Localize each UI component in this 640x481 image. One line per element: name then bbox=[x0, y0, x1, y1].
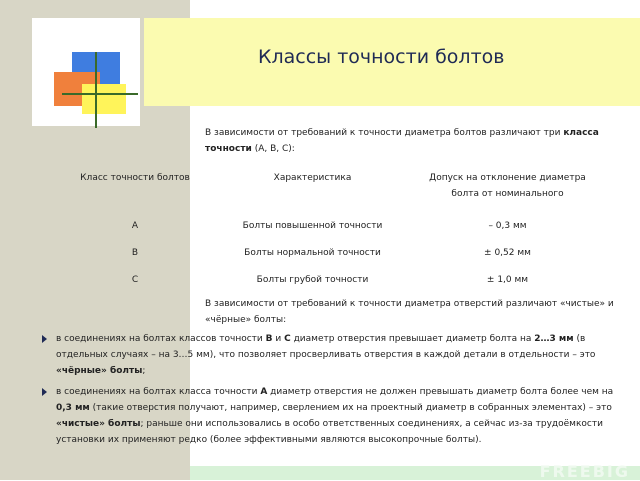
intro-part2: (А, В, С): bbox=[251, 144, 295, 154]
row-class: А bbox=[131, 221, 139, 231]
footer-watermark: FREEBIG bbox=[539, 462, 630, 481]
text: в соединениях на болтах классов точности bbox=[56, 334, 266, 344]
text: (такие отверстия получают, например, сверлением их на проектный диаметр в собранных элементах) – это bbox=[89, 403, 612, 413]
header-class: Класс точности болтов bbox=[80, 173, 190, 183]
intro-text bbox=[205, 125, 625, 157]
bold-text: 0,3 мм bbox=[56, 403, 90, 413]
row-class: В bbox=[131, 248, 139, 258]
table-header-row bbox=[60, 168, 600, 214]
decorative-logo bbox=[0, 0, 190, 140]
bold-text: 2…3 мм bbox=[534, 334, 574, 344]
text: в соединениях на болтах класса точности bbox=[56, 387, 261, 397]
accuracy-table bbox=[60, 168, 600, 295]
intro-bold: класса точности bbox=[205, 128, 599, 154]
bullet-list bbox=[42, 331, 622, 453]
row-tol: – 0,3 мм bbox=[488, 221, 527, 231]
holes-paragraph: В зависимости от требований к точности диаметра отверстий различают «чистые» и «чёрные» болты: bbox=[205, 299, 614, 325]
row-tol: ± 1,0 мм bbox=[486, 275, 529, 285]
row-desc: Болты грубой точности bbox=[256, 275, 369, 285]
bold-text: «чистые» болты bbox=[56, 419, 141, 429]
header-tolerance: Допуск на отклонение диаметра болта от номинального bbox=[429, 173, 586, 199]
row-desc: Болты нормальной точности bbox=[244, 248, 381, 258]
text: и bbox=[272, 334, 285, 344]
list-item bbox=[42, 331, 622, 379]
bullet-arrow-icon bbox=[42, 335, 47, 343]
text: ; bbox=[142, 366, 146, 376]
bold-text: «чёрные» болты bbox=[56, 366, 143, 376]
logo-yellow-square bbox=[82, 84, 126, 114]
row-class: С bbox=[131, 275, 139, 285]
text: диаметр отверстия не должен превышать диаметр болта более чем на bbox=[267, 387, 614, 397]
page-title: Классы точности болтов bbox=[258, 46, 505, 68]
row-tol: ± 0,52 мм bbox=[484, 248, 531, 258]
table-row bbox=[60, 214, 600, 241]
bold-text: В bbox=[265, 334, 273, 344]
bullet-arrow-icon bbox=[42, 388, 47, 396]
list-item bbox=[42, 384, 622, 448]
text: диаметр отверстия превышает диаметр болта на bbox=[290, 334, 535, 344]
text: (в отдельных случаях – на 3…5 мм), что позволяет просверливать отверстия в каждой детали в отдельности – это bbox=[56, 334, 596, 360]
header-characteristic: Характеристика bbox=[273, 173, 352, 183]
bold-text: С bbox=[284, 334, 291, 344]
bold-text: А bbox=[260, 387, 268, 397]
table-row bbox=[60, 241, 600, 268]
text: ; раньше они использовались в особо ответственных соединениях, а сейчас из-за трудоёмкости установки их применяют редко (более эффективными являются высокопрочные болты). bbox=[56, 419, 603, 445]
table-row bbox=[60, 268, 600, 295]
row-desc: Болты повышенной точности bbox=[242, 221, 383, 231]
intro-part1: В зависимости от требований к точности диаметра болтов различают три bbox=[205, 128, 564, 138]
